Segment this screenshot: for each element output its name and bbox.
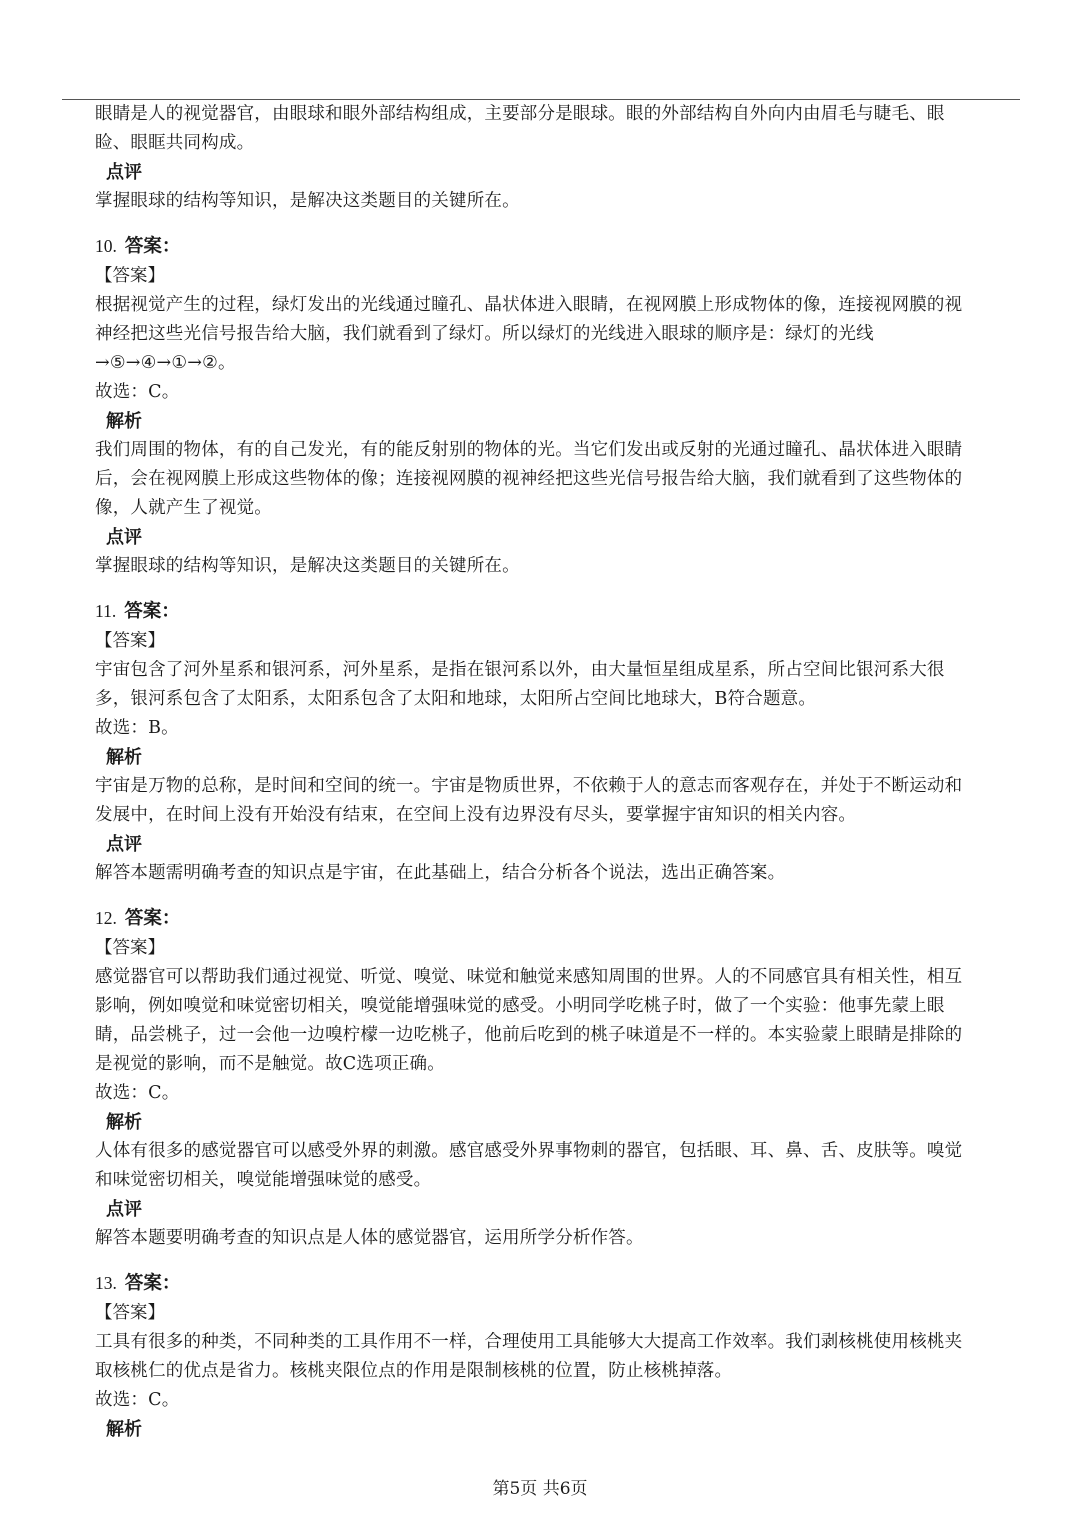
analysis-text: 像，人就产生了视觉。 [95, 498, 272, 518]
analysis-text: 我们周围的物体，有的自己发光，有的能反射别的物体的光。当它们发出或反射的光通过瞳孔、晶状体进入眼睛 [95, 440, 963, 460]
review-text: 解答本题需明确考查的知识点是宇宙，在此基础上，结合分析各个说法，选出正确答案。 [95, 863, 786, 883]
question-12 [95, 904, 1033, 1253]
analysis-label: 解析 [106, 1112, 142, 1133]
analysis-text: 宇宙是万物的总称，是时间和空间的统一。宇宙是物质世界，不依赖于人的意志而客观存在，并处于不断运动和 [95, 776, 963, 796]
answer-bracket-label: 【答案】 [95, 266, 165, 286]
answer-text: 根据视觉产生的过程，绿灯发出的光线通过瞳孔、晶状体进入眼睛，在视网膜上形成物体的像，连接视网膜的视 [95, 295, 963, 315]
intro-section [95, 100, 1033, 216]
review-text: 掌握眼球的结构等知识，是解决这类题目的关键所在。 [95, 556, 520, 576]
text-line: 睑、眼眶共同构成。 [95, 133, 255, 153]
analysis-text: 人体有很多的感觉器官可以感受外界的刺激。感官感受外界事物刺的器官，包括眼、耳、鼻、舌、皮肤等。嗅觉 [95, 1141, 963, 1161]
question-number: 11. [95, 601, 117, 621]
answer-choice: 故选：C。 [95, 382, 180, 402]
answer-heading: 答案： [124, 908, 181, 929]
answer-text: 多，银河系包含了太阳系，太阳系包含了太阳和地球，太阳所占空间比地球大，B符合题意。 [95, 689, 817, 709]
answer-text: 影响，例如嗅觉和味觉密切相关，嗅觉能增强味觉的感受。小明同学吃桃子时，做了一个实验：他事先蒙上眼 [95, 996, 945, 1016]
answer-text: 感觉器官可以帮助我们通过视觉、听觉、嗅觉、味觉和触觉来感知周围的世界。人的不同感官具有相关性，相互 [95, 967, 963, 987]
answer-bracket-label: 【答案】 [95, 1303, 165, 1323]
answer-heading: 答案： [124, 1273, 181, 1294]
question-number: 12. [95, 908, 117, 928]
answer-bracket-label: 【答案】 [95, 938, 165, 958]
review-text: 掌握眼球的结构等知识，是解决这类题目的关键所在。 [95, 191, 520, 211]
answer-choice: 故选：C。 [95, 1390, 180, 1410]
question-11 [95, 597, 1033, 888]
review-label: 点评 [106, 527, 142, 548]
question-13 [95, 1269, 1033, 1444]
question-number: 10. [95, 236, 117, 256]
analysis-label: 解析 [106, 747, 142, 768]
answer-choice: 故选：C。 [95, 1083, 180, 1103]
question-heading [95, 597, 1033, 626]
answer-text: 是视觉的影响，而不是触觉。故C选项正确。 [95, 1054, 445, 1074]
review-label: 点评 [106, 162, 142, 183]
answer-text: 宇宙包含了河外星系和银河系，河外星系，是指在银河系以外，由大量恒星组成星系，所占空间比银河系大很 [95, 660, 945, 680]
page-content [95, 100, 1033, 1444]
analysis-text: 和味觉密切相关，嗅觉能增强味觉的感受。 [95, 1170, 432, 1190]
answer-text: →⑤→④→①→②。 [95, 353, 236, 373]
question-heading [95, 232, 1033, 261]
question-heading [95, 904, 1033, 933]
answer-heading: 答案： [124, 601, 180, 622]
answer-bracket-label: 【答案】 [95, 631, 165, 651]
answer-text: 神经把这些光信号报告给大脑，我们就看到了绿灯。所以绿灯的光线进入眼球的顺序是：绿灯的光线 [95, 324, 874, 344]
review-label: 点评 [106, 1199, 142, 1220]
answer-heading: 答案： [124, 236, 181, 257]
review-text: 解答本题要明确考查的知识点是人体的感觉器官，运用所学分析作答。 [95, 1228, 644, 1248]
answer-choice: 故选：B。 [95, 718, 179, 738]
answer-text: 工具有很多的种类，不同种类的工具作用不一样，合理使用工具能够大大提高工作效率。我们剥核桃使用核桃夹 [95, 1332, 963, 1352]
review-label: 点评 [106, 834, 142, 855]
analysis-label: 解析 [106, 1419, 142, 1440]
question-10 [95, 232, 1033, 581]
question-number: 13. [95, 1273, 117, 1293]
question-heading [95, 1269, 1033, 1298]
text-line: 眼睛是人的视觉器官，由眼球和眼外部结构组成，主要部分是眼球。眼的外部结构自外向内由眉毛与睫毛、眼 [95, 104, 945, 124]
answer-text: 取核桃仁的优点是省力。核桃夹限位点的作用是限制核桃的位置，防止核桃掉落。 [95, 1361, 733, 1381]
analysis-text: 发展中，在时间上没有开始没有结束，在空间上没有边界没有尽头，要掌握宇宙知识的相关内容。 [95, 805, 857, 825]
page-footer: 第5页 共6页 [492, 1479, 588, 1499]
answer-text: 睛，品尝桃子，过一会他一边嗅柠檬一边吃桃子，他前后吃到的桃子味道是不一样的。本实验蒙上眼睛是排除的 [95, 1025, 963, 1045]
analysis-label: 解析 [106, 411, 142, 432]
analysis-text: 后，会在视网膜上形成这些物体的像；连接视网膜的视神经把这些光信号报告给大脑，我们就看到了这些物体的 [95, 469, 963, 489]
